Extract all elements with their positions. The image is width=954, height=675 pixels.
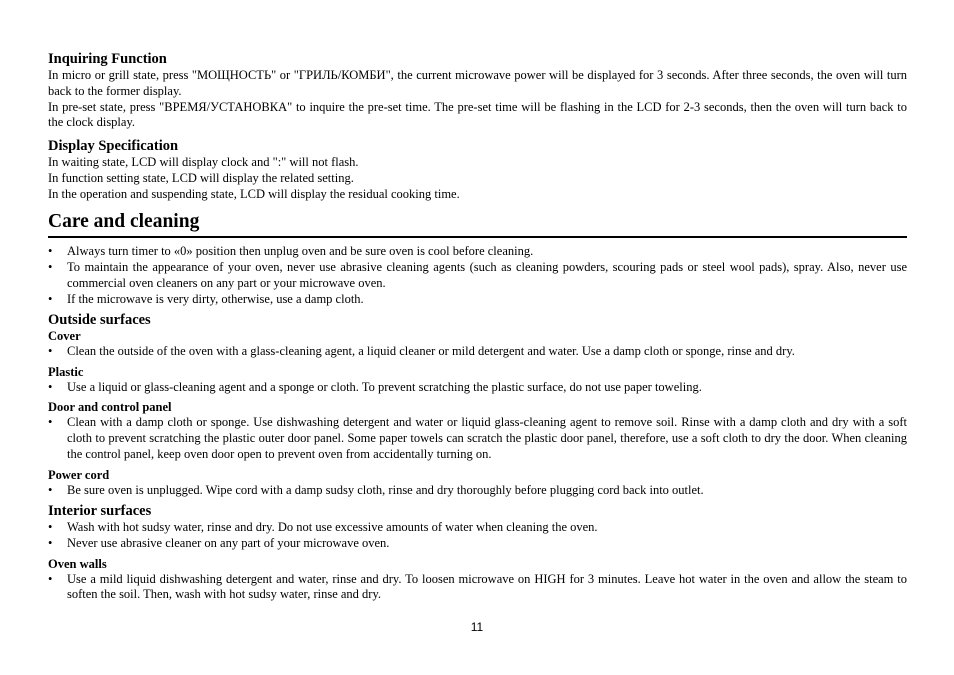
plastic-heading: Plastic	[48, 364, 84, 379]
bullet-icon: •	[48, 415, 53, 430]
bullet-icon: •	[48, 243, 53, 258]
manual-page	[48, 51, 907, 604]
display-paragraph-1: In waiting state, LCD will display clock and ":" will not flash.	[48, 155, 359, 170]
bullet-icon: •	[48, 519, 53, 534]
list-item: • Never use abrasive cleaner on any part of your microwave oven.	[48, 535, 390, 550]
cover-heading: Cover	[48, 328, 81, 343]
power-cord-heading: Power cord	[48, 467, 110, 482]
inquiring-function-heading: Inquiring Function	[48, 51, 167, 67]
care-and-cleaning-heading: Care and cleaning	[48, 210, 907, 238]
door-bullet-list	[48, 415, 907, 462]
interior-bullet-list	[48, 520, 907, 552]
bullet-icon: •	[48, 259, 53, 274]
plastic-bullet-list	[48, 380, 907, 396]
bullet-icon: •	[48, 571, 53, 586]
page-number: 11	[470, 620, 484, 634]
list-item: • If the microwave is very dirty, otherwise, use a damp cloth.	[48, 291, 364, 306]
outside-surfaces-section	[48, 312, 907, 499]
cord-bullet-list	[48, 483, 907, 499]
oven-walls-heading: Oven walls	[48, 556, 107, 571]
list-item: • Use a mild liquid dishwashing detergent and water, rinse and dry. To loosen microwave on HIGH for 3 minutes. Leave hot water in the oven and allow the steam to soften the soil. Then, wash with hot sudsy water, rinse and dry.	[48, 571, 907, 602]
display-specification-section	[48, 138, 907, 202]
list-item: • Clean with a damp cloth or sponge. Use dishwashing detergent and water or liquid glass-cleaning agent to remove soil. Rinse with a damp cloth and dry with a soft cloth to prevent scratching the plastic outer door panel. Some paper towels can scratch the plastic door panel, therefore, use a soft cloth to dry the door. When cleaning the control panel, keep oven door open to prevent oven from accidentally turning on.	[48, 415, 907, 461]
door-control-panel-heading: Door and control panel	[48, 400, 172, 415]
cover-bullet-list	[48, 344, 907, 360]
display-paragraph-3: In the operation and suspending state, LCD will display the residual cooking time.	[48, 186, 460, 201]
list-item: • Clean the outside of the oven with a glass-cleaning agent, a liquid cleaner or mild detergent and water. Use a damp cloth or sponge, rinse and dry.	[48, 343, 795, 358]
outside-surfaces-heading: Outside surfaces	[48, 311, 151, 328]
interior-surfaces-section	[48, 503, 907, 604]
inquiring-function-section	[48, 51, 907, 131]
bullet-icon: •	[48, 291, 53, 306]
bullet-icon: •	[48, 535, 53, 550]
list-item: • To maintain the appearance of your oven, never use abrasive cleaning agents (such as cleaning powders, scouring pads or steel wool pads), spray. Also, never use commercial oven cleaners on any part or your microwave oven.	[48, 259, 907, 290]
list-item: • Be sure oven is unplugged. Wipe cord with a damp sudsy cloth, rinse and dry thoroughly before plugging cord back into outlet.	[48, 482, 704, 497]
bullet-icon: •	[48, 379, 53, 394]
display-specification-heading: Display Specification	[48, 138, 179, 155]
bullet-icon: •	[48, 482, 53, 497]
interior-surfaces-heading: Interior surfaces	[48, 502, 152, 519]
bullet-icon: •	[48, 343, 53, 358]
care-bullet-list	[48, 244, 907, 308]
oven-walls-bullet-list	[48, 572, 907, 604]
display-paragraph-2: In function setting state, LCD will display the related setting.	[48, 170, 354, 185]
list-item: • Use a liquid or glass-cleaning agent and a sponge or cloth. To prevent scratching the plastic surface, do not use paper toweling.	[48, 379, 702, 394]
inquiring-paragraph-1: In micro or grill state, press "МОЩНОСТЬ" or "ГРИЛЬ/КОМБИ", the current microwave power will be displayed for 3 seconds. After three seconds, the oven will turn back to the former display.	[48, 68, 907, 98]
list-item: • Wash with hot sudsy water, rinse and dry. Do not use excessive amounts of water when cleaning the oven.	[48, 519, 598, 534]
inquiring-paragraph-2: In pre-set state, press "ВРЕМЯ/УСТАНОВКА" to inquire the pre-set time. The pre-set time will be flashing in the LCD for 2-3 seconds, then the oven will turn back to the clock display.	[48, 99, 907, 130]
list-item: • Always turn timer to «0» position then unplug oven and be sure oven is cool before cleaning.	[48, 243, 534, 258]
